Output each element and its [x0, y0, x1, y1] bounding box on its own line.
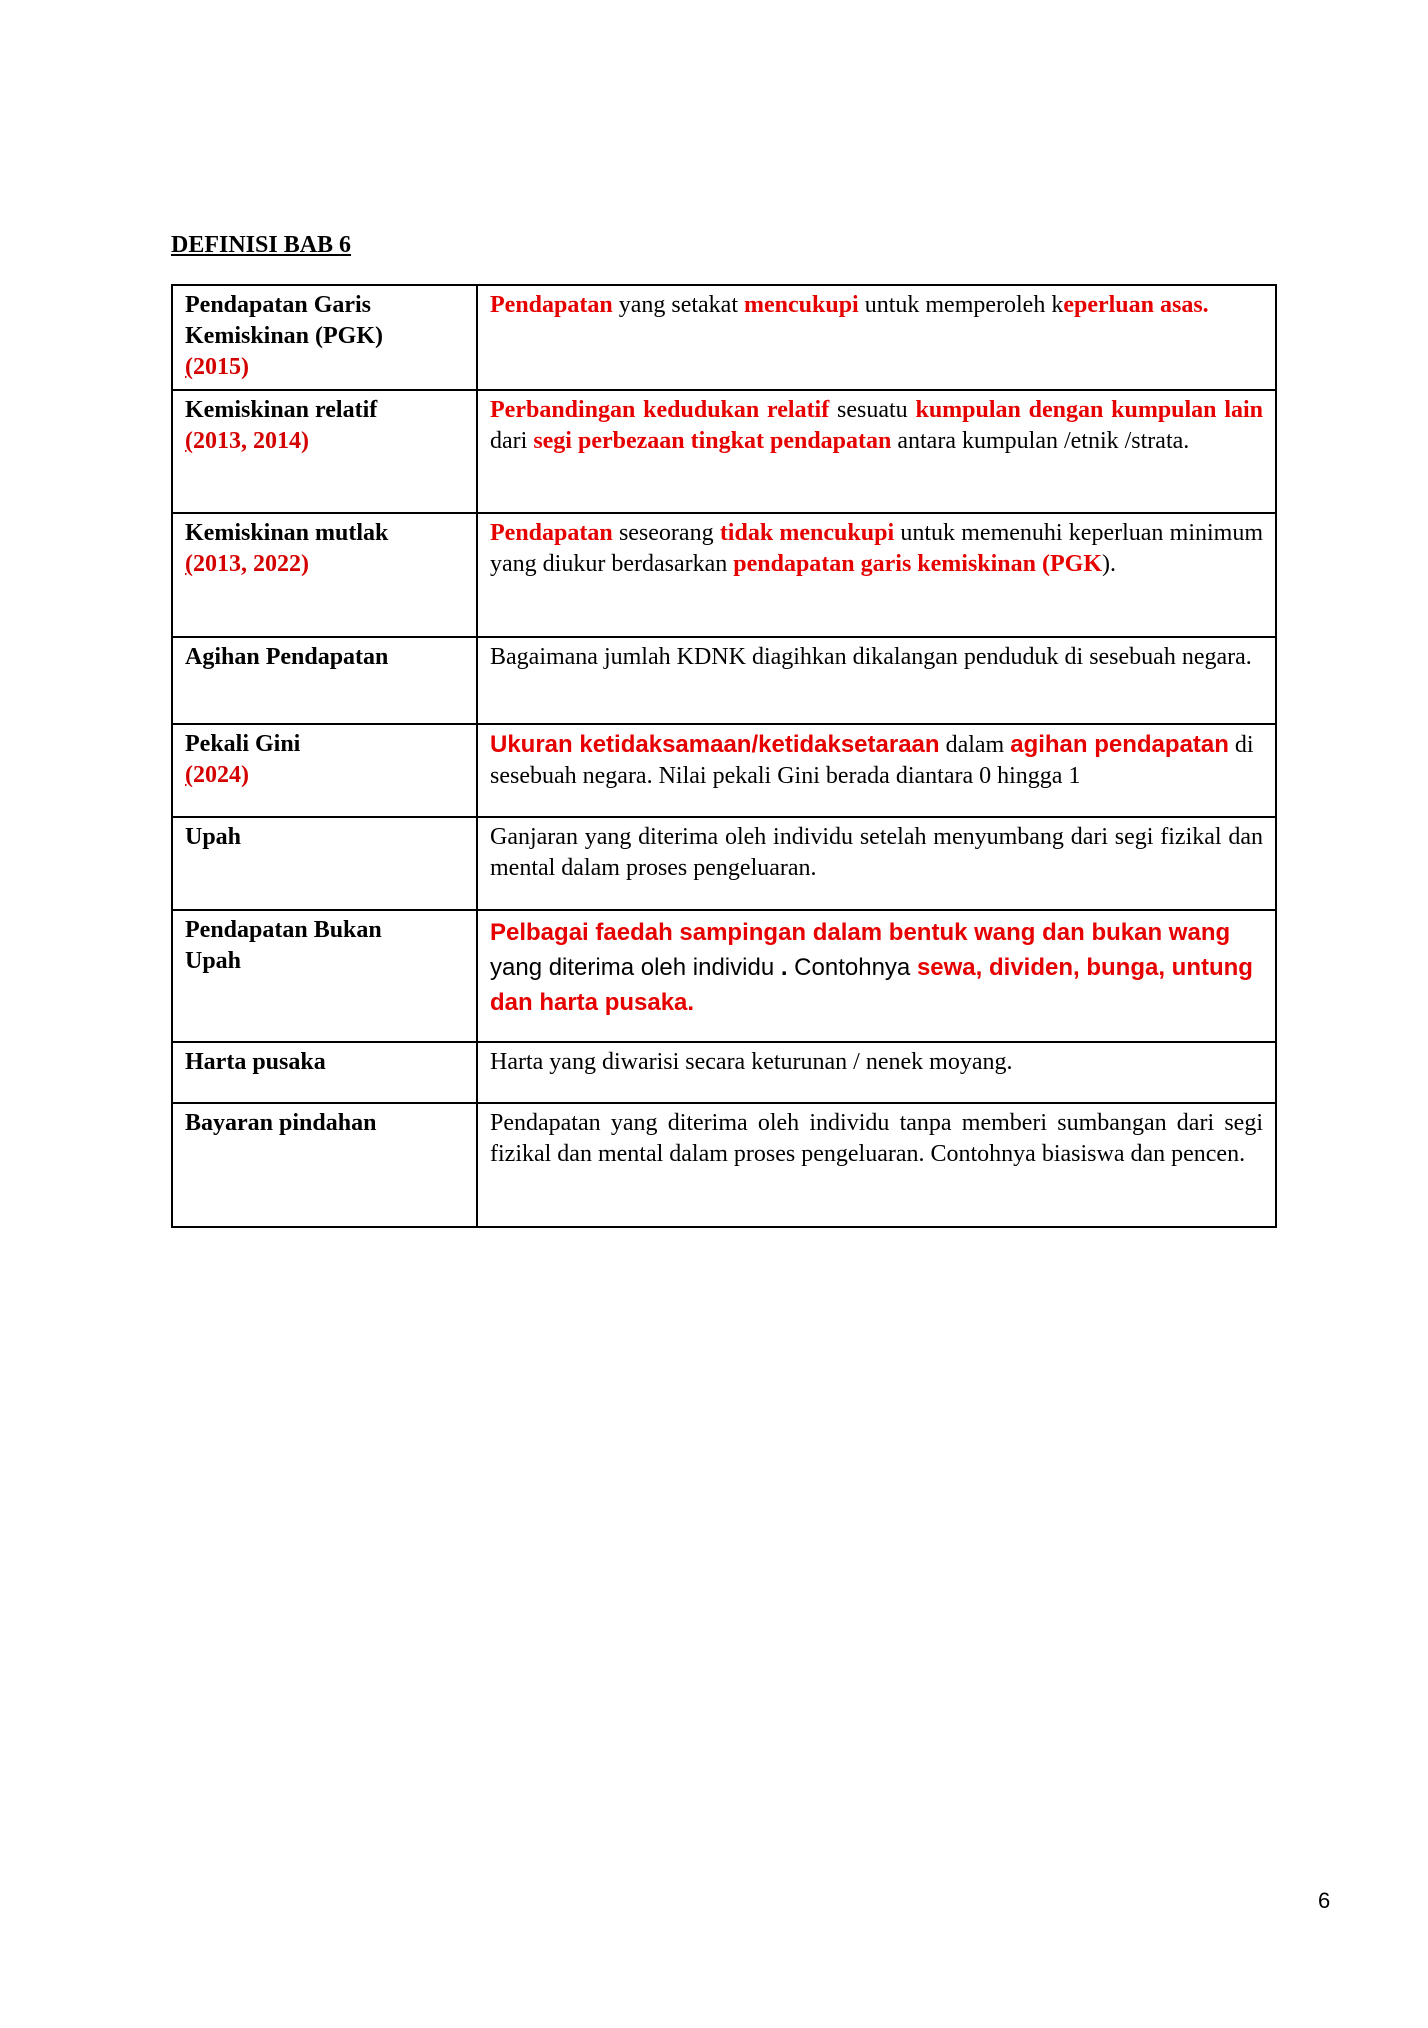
term-cell [172, 1042, 477, 1103]
page-title: DEFINISI BAB 6 [171, 232, 352, 258]
exam-years: (2013, 2022) [185, 551, 309, 577]
exam-years: (2015) [185, 354, 249, 380]
term-cell [172, 1103, 477, 1227]
term-label: Upah [185, 948, 242, 974]
definition-cell [477, 1042, 1276, 1103]
definition-text: Perbandingan kedudukan relatif sesuatu kumpulan dengan kumpulan lain dari segi perbezaan tingkat pendapatan antara kumpulan /etnik /strata. [490, 397, 1264, 454]
definition-cell [477, 1103, 1276, 1227]
term-label: Kemiskinan relatif [185, 397, 378, 423]
term-label: Kemiskinan (PGK) [185, 323, 384, 349]
term-cell [172, 390, 477, 513]
definition-text: Harta yang diwarisi secara keturunan / nenek moyang. [490, 1049, 1013, 1075]
term-label: Bayaran pindahan [185, 1110, 377, 1136]
definition-text: Ukuran ketidaksamaan/ketidaksetaraan dalam agihan pendapatan di sesebuah negara. Nilai pekali Gini berada diantara 0 hingga 1 [490, 731, 1254, 789]
exam-years: (2013, 2014) [185, 428, 309, 454]
table-row [172, 817, 1276, 910]
term-label: Pendapatan Bukan [185, 917, 382, 943]
term-cell [172, 724, 477, 817]
term-label: Harta pusaka [185, 1049, 326, 1075]
table-row [172, 724, 1276, 817]
definition-text: Pendapatan yang diterima oleh individu tanpa memberi sumbangan dari segi fizikal dan mental dalam proses pengeluaran. Contohnya biasiswa dan pencen. [490, 1110, 1263, 1167]
definition-cell [477, 285, 1276, 390]
definition-cell [477, 390, 1276, 513]
term-label: Pendapatan Garis [185, 292, 372, 318]
term-cell [172, 910, 477, 1042]
term-label: Agihan Pendapatan [185, 644, 389, 670]
definition-cell [477, 637, 1276, 724]
term-cell [172, 637, 477, 724]
definition-text: Bagaimana jumlah KDNK diagihkan dikalangan penduduk di sesebuah negara. [490, 644, 1252, 670]
table-row [172, 390, 1276, 513]
exam-years: (2024) [185, 762, 249, 788]
table-row [172, 1103, 1276, 1227]
definitions-table [171, 284, 1277, 1228]
definition-cell [477, 910, 1276, 1042]
table-row [172, 513, 1276, 637]
term-cell [172, 285, 477, 390]
definition-text: Pendapatan yang setakat mencukupi untuk memperoleh keperluan asas. [490, 292, 1209, 318]
table-row [172, 285, 1276, 390]
term-cell [172, 513, 477, 637]
definition-cell [477, 513, 1276, 637]
table-row [172, 1042, 1276, 1103]
table-row [172, 910, 1276, 1042]
term-label: Kemiskinan mutlak [185, 520, 389, 546]
term-cell [172, 817, 477, 910]
definition-text: Ganjaran yang diterima oleh individu setelah menyumbang dari segi fizikal dan mental dalam proses pengeluaran. [490, 824, 1263, 881]
term-label: Upah [185, 824, 242, 850]
definition-cell [477, 817, 1276, 910]
definition-cell [477, 724, 1276, 817]
term-label: Pekali Gini [185, 731, 301, 757]
definition-text: Pelbagai faedah sampingan dalam bentuk wang dan bukan wang yang diterima oleh individu . Contohnya sewa, dividen, bunga, untung dan harta pusaka. [490, 919, 1253, 1016]
definition-text: Pendapatan seseorang tidak mencukupi untuk memenuhi keperluan minimum yang diukur berdasarkan pendapatan garis kemiskinan (PGK). [490, 520, 1263, 577]
page-number: 6 [1318, 1888, 1331, 1913]
table-row [172, 637, 1276, 724]
